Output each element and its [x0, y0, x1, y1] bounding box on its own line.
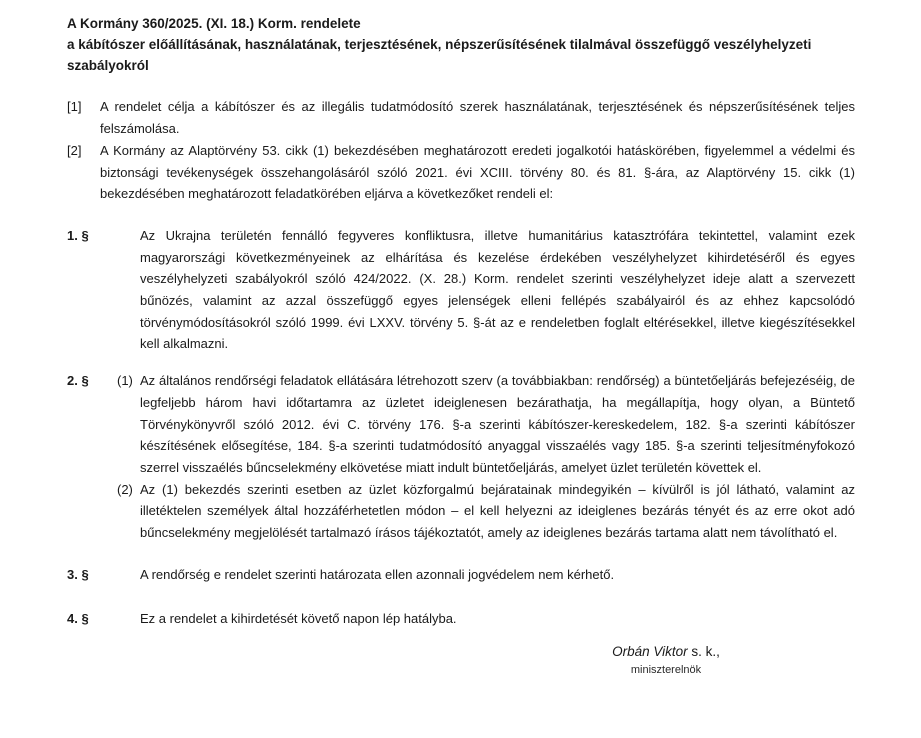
preamble-marker: [2]: [67, 142, 82, 158]
preamble-text: A rendelet célja a kábítószer és az illegális tudatmódosító szerek használatának, terjesztésének és népszerűsítésének teljes felszámolása.: [100, 99, 855, 137]
section-number: 3. §: [67, 566, 89, 582]
section-4: [67, 608, 855, 630]
section-paragraph: [140, 564, 855, 586]
preamble-text: A Kormány az Alaptörvény 53. cikk (1) bekezdésében meghatározott eredeti jogalkotói hatáskörében, figyelemmel a védelmi és biztonsági tevékenységek összehangolásáról szóló 2021. évi XCIII. törvény 80. és 81. §-ára, az Alaptörvény 15. cikk (1) bekezdésében meghatározott feladatkörében eljárva a következőket rendeli el:: [100, 142, 855, 202]
section-2: [67, 370, 855, 544]
section-paragraph: [117, 479, 855, 544]
preamble: [67, 96, 855, 205]
preamble-marker: [1]: [67, 99, 82, 115]
section-paragraph: [140, 225, 855, 355]
section-paragraph: [140, 608, 855, 630]
title-decree-subject: a kábítószer előállításának, használatának, terjesztésének, népszerűsítésének tilalmával összefüggő veszélyhelyzeti szabályokról: [67, 36, 812, 73]
preamble-item: [67, 96, 855, 139]
paragraph-text: Az (1) bekezdés szerinti esetben az üzlet közforgalmú bejáratainak mindegyikén – kívülről is jól látható, valamint az illetéktelen személyek által hozzáférhetetlen módon – el kell helyezni az ideiglenes bezárás tényét és az erre okot adó bűncselekmény megjelölését tartalmazó írásos tájékoztatót, amely az ideiglenes bezárás tartama alatt nem távolítható el.: [140, 481, 855, 541]
title-decree-number: A Kormány 360/2025. (XI. 18.) Korm. rendelete: [67, 16, 361, 31]
signature-block: [546, 642, 786, 678]
signatory-suffix: s. k.,: [687, 644, 720, 660]
signature-line: [546, 642, 786, 662]
paragraph-marker: (1): [117, 373, 133, 389]
section-1: [67, 225, 855, 355]
paragraph-text: A rendőrség e rendelet szerinti határozata ellen azonnali jogvédelem nem kérhető.: [140, 566, 615, 582]
paragraph-text: Az Ukrajna területén fennálló fegyveres konfliktusra, illetve humanitárius katasztrófára tekintettel, valamint ezek magyarországi következményeinek az elhárítása és kezelése érdekében veszélyhelyzet kihirdetéséről és egyes veszélyhelyzeti szabályokról szóló 424/2022. (X. 28.) Korm. rendelet szerinti veszélyhelyzet ideje alatt a szervezett bűnözés, valamint az azzal összefüggő egyes jelenségek elleni fellépés szabályairól és az ehhez kapcsolódó törvénymódosításokról szóló 1999. évi LXXV. törvény 5. §-át az e rendeletben foglalt eltérésekkel, illetve kiegészítésekkel kell alkalmazni.: [140, 227, 855, 352]
signatory-name: Orbán Viktor: [612, 644, 688, 660]
paragraph-text: Ez a rendelet a kihirdetését követő napon lép hatályba.: [140, 611, 457, 627]
section-number: 4. §: [67, 611, 89, 627]
preamble-item: [67, 140, 855, 205]
section-paragraph: [117, 370, 855, 479]
document-title: [67, 14, 855, 76]
paragraph-text: Az általános rendőrségi feladatok ellátására létrehozott szerv (a továbbiakban: rendőrség) a büntetőeljárás befejezéséig, de legfeljebb három havi időtartamra az üzletet ideiglenesen bezárathatja, ha megállapítja, hogy olyan, a Büntető Törvénykönyvről szóló 2012. évi C. törvény 176. §-a szerinti kábítószer-kereskedelem, 182. §-a szerinti kábítószer készítésének elősegítése, 184. §-a szerinti tudatmódosító anyaggal visszaélés vagy 185. §-a szerinti teljesítményfokozó szerrel visszaélés bűncselekmény elkövetése miatt indult büntetőeljárás, amelyet üzlet területén követtek el.: [140, 373, 855, 475]
section-number: 1. §: [67, 227, 89, 243]
paragraph-marker: (2): [117, 481, 133, 497]
section-3: [67, 564, 855, 586]
signatory-title: miniszterelnök: [630, 664, 702, 677]
section-number: 2. §: [67, 373, 89, 389]
